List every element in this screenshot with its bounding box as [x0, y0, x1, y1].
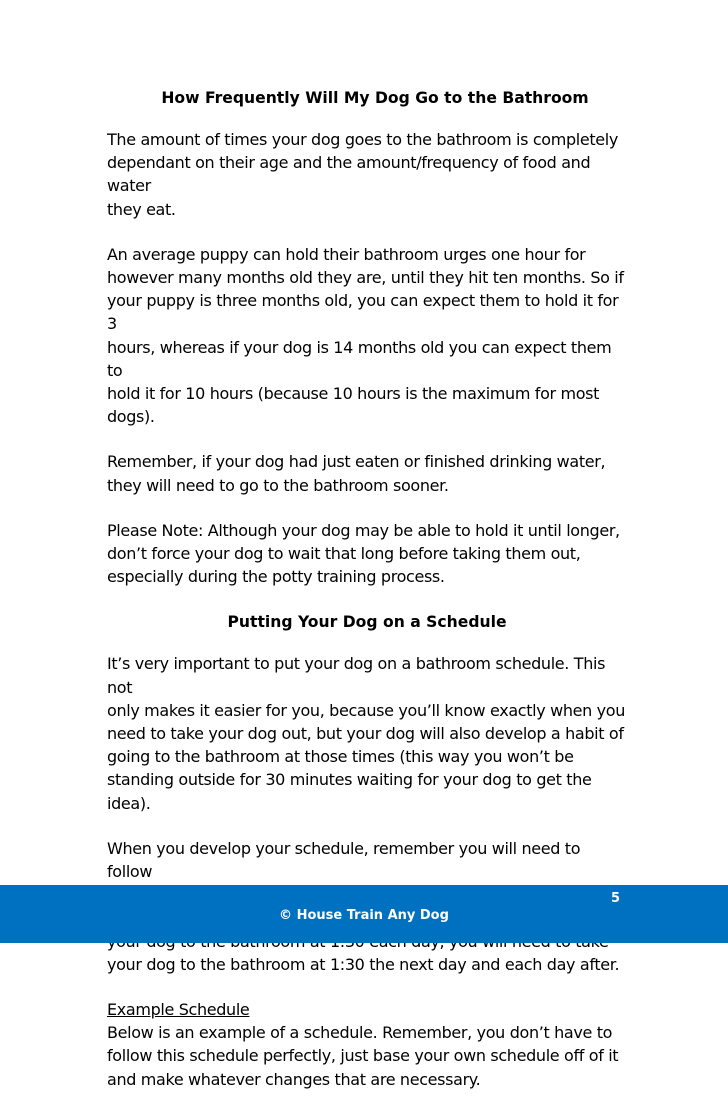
paragraph-schedule-importance: It’s very important to put your dog on a bathroom schedule. This not only makes it easier for you, because you’ll know exactly when you need to take your dog out, but your dog will also develop a habit of going to the bathroom at those times (this way you won’t be standing outside for 30 minutes waiting for your dog to get the idea). — [107, 654, 626, 813]
document-page — [107, 86, 627, 1113]
paragraph-follow-schedule: When you develop your schedule, remember you will need to follow your dog to the bathroom at 1:30 the next day and each day after. — [107, 838, 620, 974]
paragraph-please-note: Please Note: Although your dog may be able to hold it until longer, don’t force your dog to wait that long before taking them out, especially during the potty training process. — [107, 520, 620, 587]
footer-band — [0, 885, 728, 943]
copyright-notice: © House Train Any Dog — [279, 908, 449, 923]
section-heading-bathroom-frequency: How Frequently Will My Dog Go to the Bathroom — [161, 89, 589, 107]
paragraph-remember-eaten: Remember, if your dog had just eaten or finished drinking water, they will need to go to the bathroom sooner. — [107, 452, 606, 495]
section-heading-schedule: Putting Your Dog on a Schedule — [227, 613, 507, 632]
page-number: 5 — [610, 891, 620, 906]
paragraph-example-schedule: Below is an example of a schedule. Remember, you don’t have to follow this schedule perfectly, just base your own schedule off of it and make whatever changes that are necessary. — [107, 1023, 619, 1089]
example-schedule-label: Example Schedule — [107, 1000, 250, 1020]
paragraph-puppy-hold: An average puppy can hold their bathroom urges one hour for however many months old they are, until they hit ten months. So if your puppy is three months old, you can expect them to hold it for 3 hours, whereas if your dog is 14 months old you can expect them to hold it for 10 hours (because 10 hours is the maximum for most dogs). — [107, 244, 624, 427]
paragraph-age-food: The amount of times your dog goes to the bathroom is completely dependant on their age and the amount/frequency of food and water they eat. — [107, 130, 619, 219]
